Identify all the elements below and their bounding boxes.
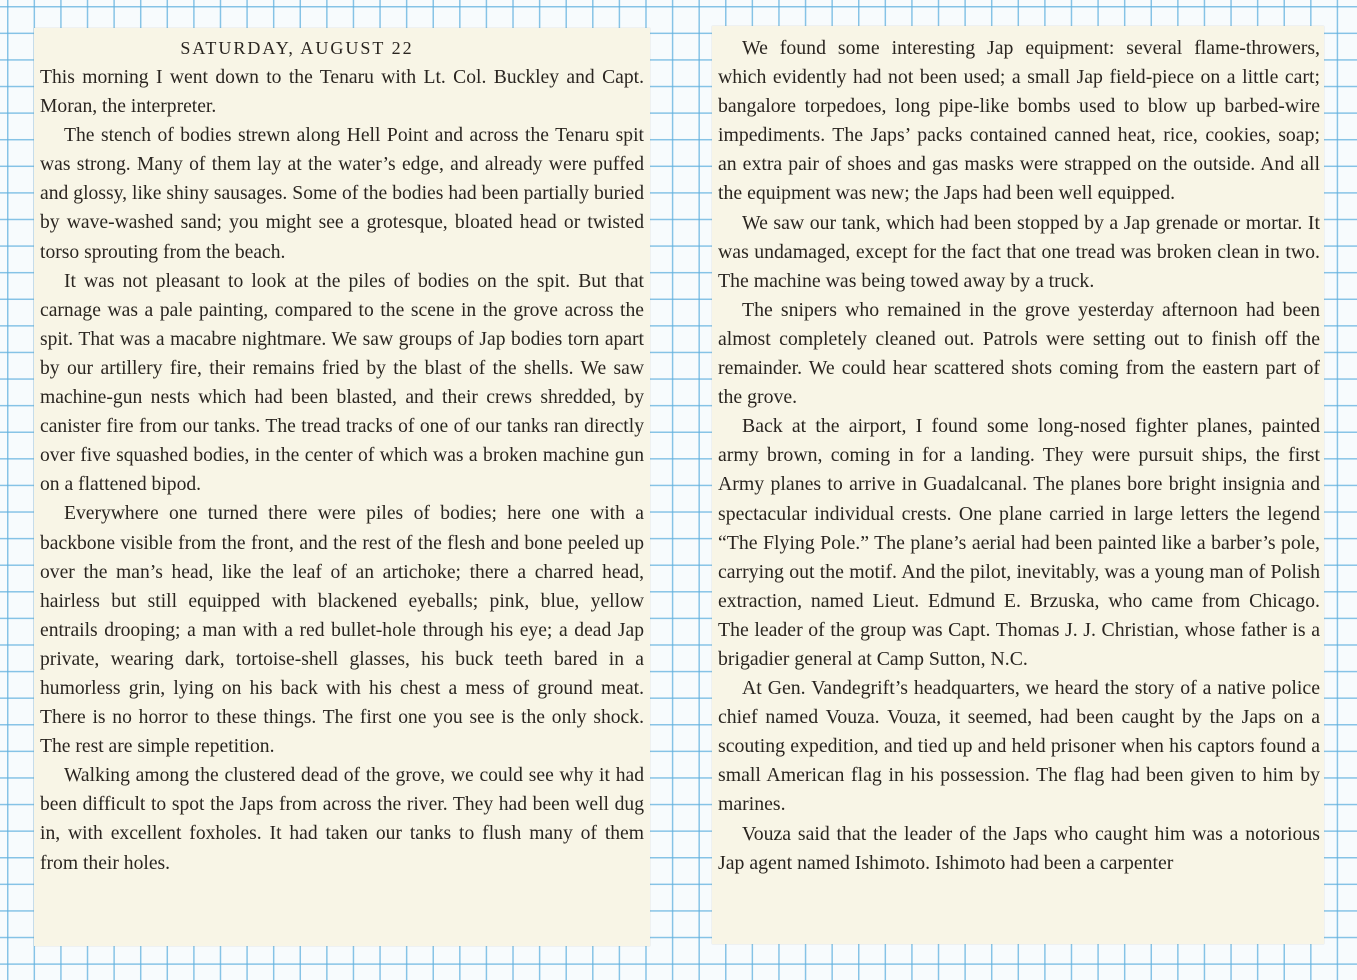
right-paragraph-3: The snipers who remained in the grove yesterday afternoon had been almost completely cleaned out. Patrols were setting out to finish off the remainder. We could hear scattered shots coming from the eastern part of the grove. — [718, 298, 1320, 409]
left-paragraph-4: Everywhere one turned there were piles of bodies; here one with a backbone visible from the front, and the rest of the flesh and bone peeled up over the man’s head, like the leaf of an artichoke; there a charred head, hairless but still equipped with blackened eyeballs; pink, blue, yellow entrails drooping; a man with a red bullet-hole through his eye; a dead Jap private, wearing dark, tortoise-shell glasses, his buck teeth bared in a humorless grin, lying on his back with his chest a mess of ground meat. There is no horror to these things. The first one you see is the only shock. The rest are simple repetition. — [40, 503, 644, 758]
left-paragraph-5: Walking among the clustered dead of the grove, we could see why it had been difficult to spot the Japs from across the river. They had been well dug in, with excellent foxholes. It had taken our tanks to flush many of them from their holes. — [40, 765, 644, 874]
right-paragraph-2: We saw our tank, which had been stopped by a Jap grenade or mortar. It was undamaged, except for the fact that one tread was broken clean in two. The machine was being towed away by a truck. — [718, 211, 1320, 292]
left-paragraph-3: It was not pleasant to look at the piles of bodies on the spit. But that carnage was a pale painting, compared to the scene in the grove across the spit. That was a macabre nightmare. We saw groups of Jap bodies torn apart by our artillery fire, their remains fried by the blast of the shells. We saw machine-gun nests which had been blasted, and their crews shredded, by canister fire from our tanks. The tread tracks of one of our tanks ran directly over five squashed bodies, in the center of which was a broken machine gun on a flattened bipod. — [40, 270, 644, 496]
page-heading: SATURDAY, AUGUST 22 — [180, 38, 414, 58]
left-paragraph-1: This morning I went down to the Tenaru with Lt. Col. Buckley and Capt. Moran, the interpreter. — [40, 67, 644, 118]
right-paragraph-4: Back at the airport, I found some long-nosed fighter planes, painted army brown, coming in for a landing. They were pursuit ships, the first Army planes to arrive in Guadalcanal. The planes bore bright insignia and spectacular individual crests. One plane carried in large letters the legend “The Flying Pole.” The plane’s aerial had been painted like a barber’s pole, carrying out the motif. And the pilot, inevitably, was a young man of Polish extraction, named Lieut. Edmund E. Brzuska, who came from Chicago. The leader of the group was Capt. Thomas J. J. Christian, whose father is a brigadier general at Camp Sutton, N.C. — [718, 415, 1320, 670]
right-paragraph-5: At Gen. Vandegrift’s headquarters, we heard the story of a native police chief named Vouza. Vouza, it seemed, had been caught by the Japs on a scouting expedition, and tied up and held prisoner when his captors found a small American flag in his possession. The flag had been given to him by marines. — [718, 677, 1320, 816]
right-clipping — [712, 26, 1324, 944]
right-paragraph-6: Vouza said that the leader of the Japs who caught him was a notorious Jap agent named Ishimoto. Ishimoto had been a carpenter — [718, 822, 1320, 874]
left-paragraph-2: The stench of bodies strewn along Hell Point and across the Tenaru spit was strong. Many of them lay at the water’s edge, and already were puffed and glossy, like shiny sausages. Some of the bodies had been partially buried by wave-washed sand; you might see a grotesque, bloated head or twisted torso sprouting from the beach. — [40, 125, 644, 263]
left-clipping — [34, 28, 650, 946]
right-paragraph-1: We found some interesting Jap equipment: several flame-throwers, which evidently had not been used; a small Jap field-piece on a little cart; bangalore torpedoes, long pipe-like bombs used to blow up barbed-wire impediments. The Japs’ packs contained canned heat, rice, cookies, soap; an extra pair of shoes and gas masks were strapped on the outside. And all the equipment was new; the Japs had been well equipped. — [718, 37, 1320, 205]
